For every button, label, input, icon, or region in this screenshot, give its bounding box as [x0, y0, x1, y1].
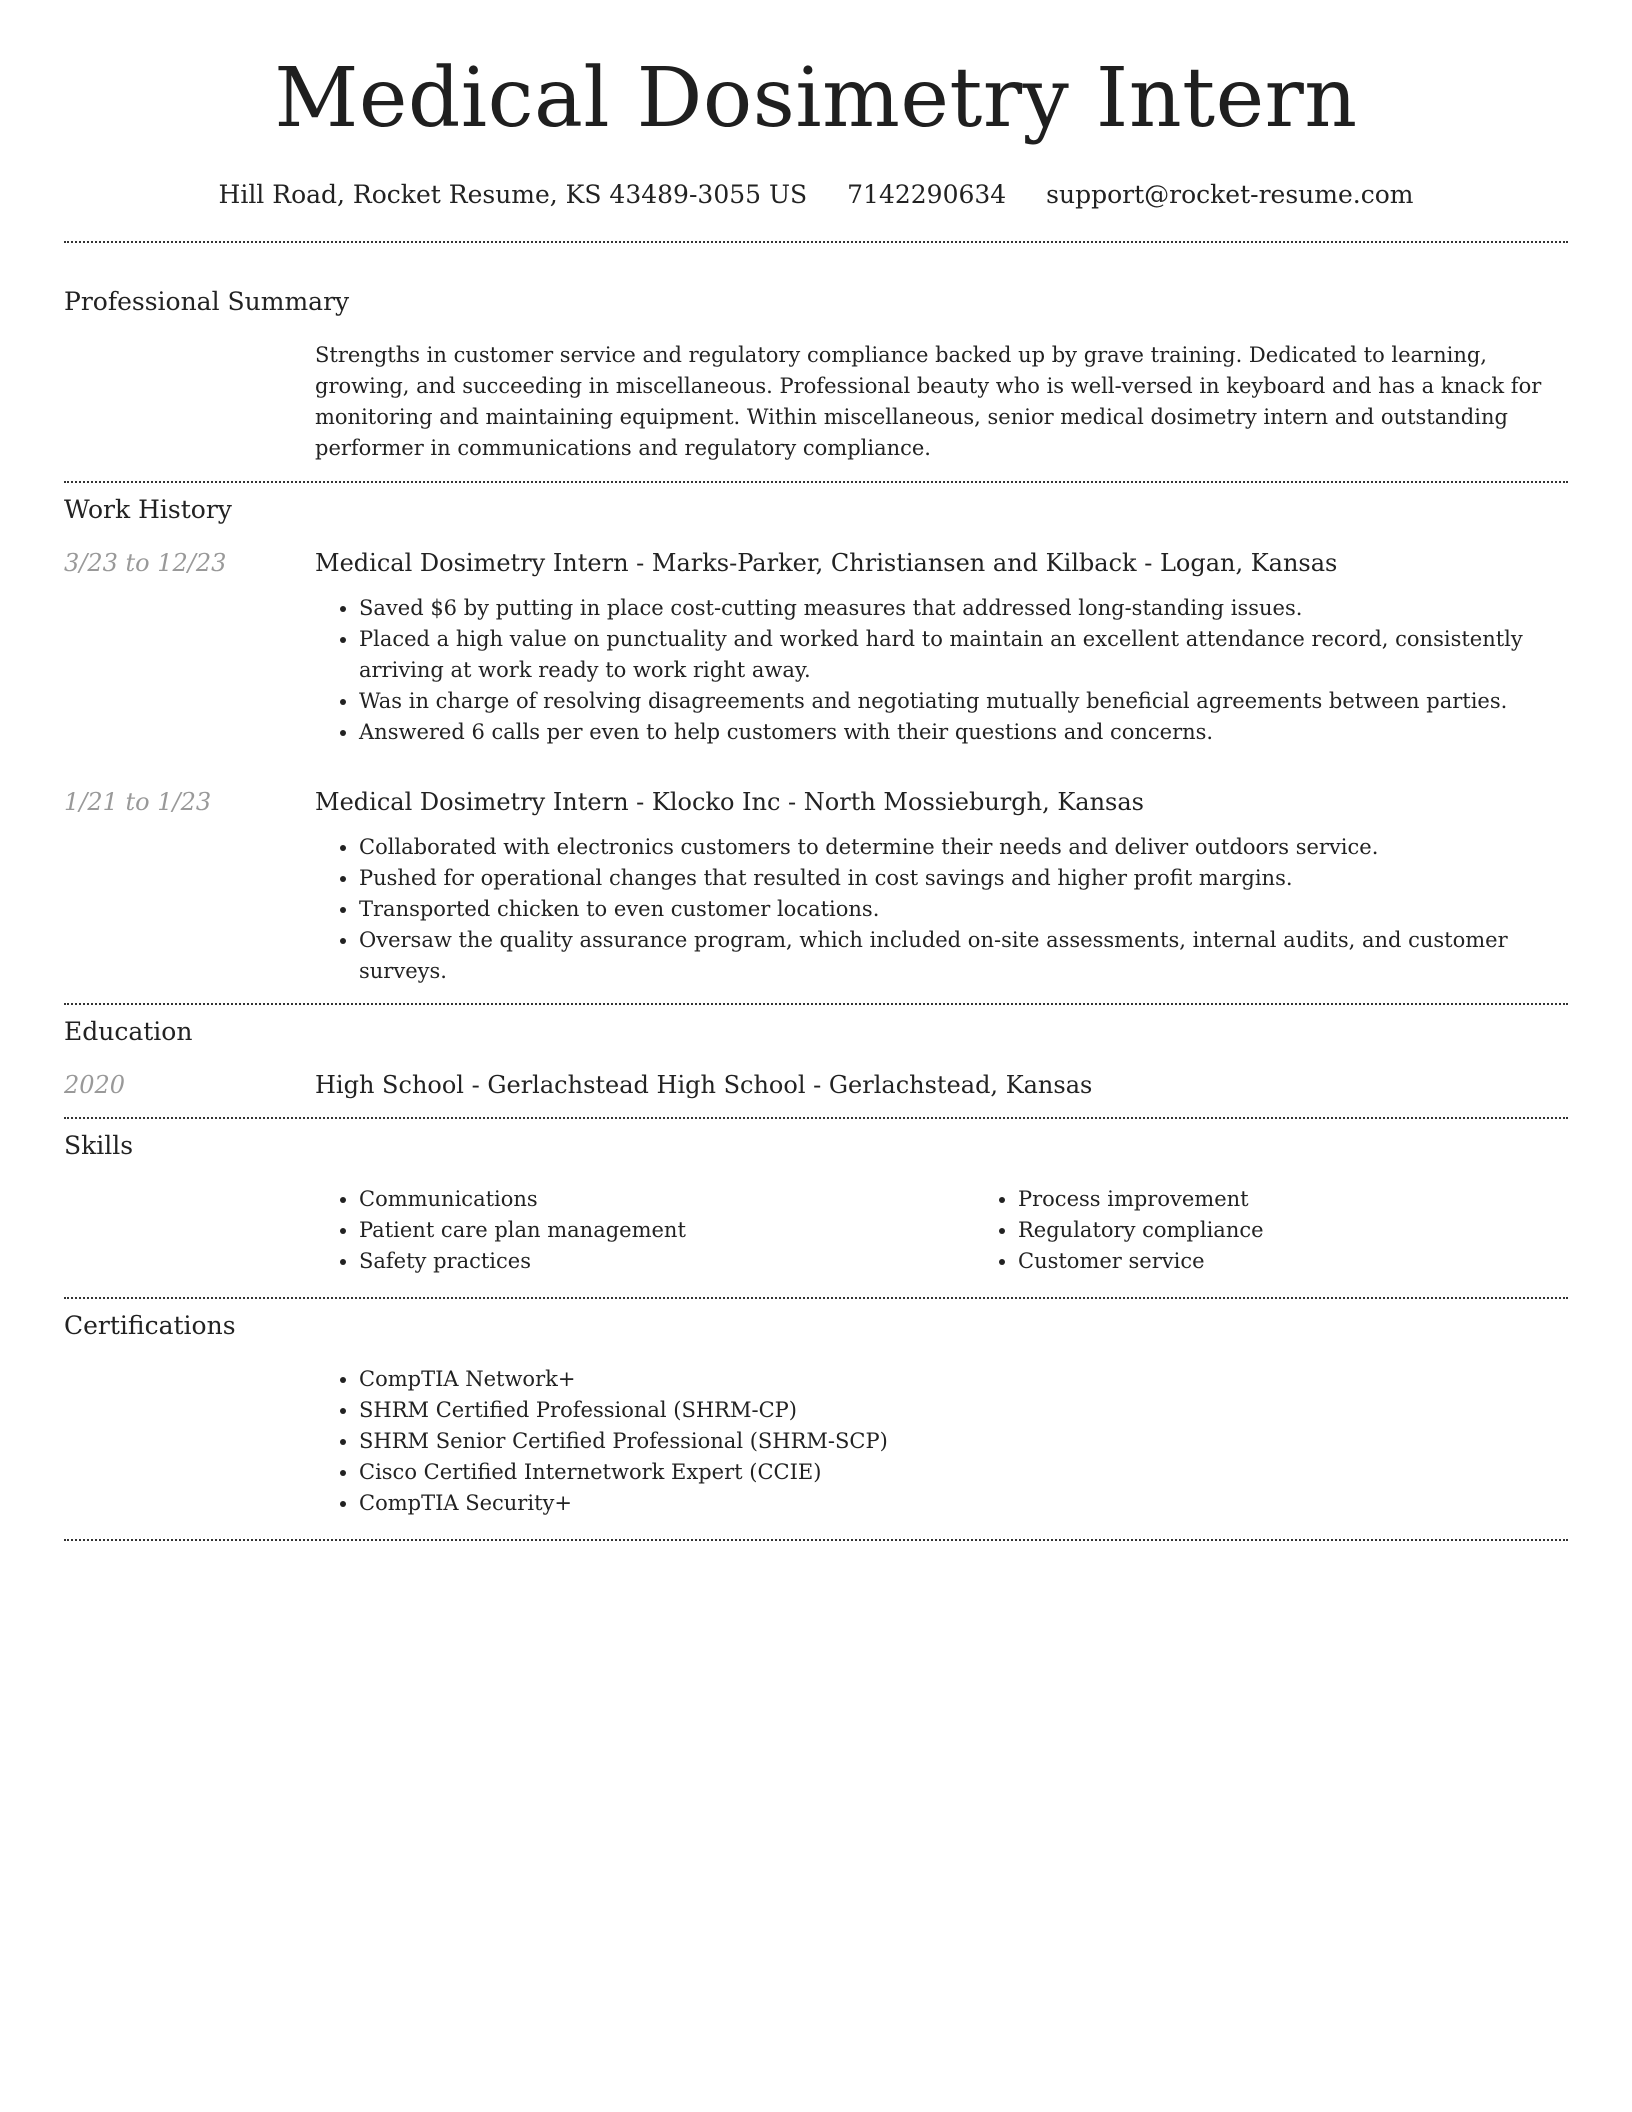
- certification-item: • CompTIA Security+: [359, 1488, 1568, 1519]
- skills-section: [64, 1131, 1568, 1277]
- skill-item: • Communications: [359, 1184, 974, 1215]
- skill-item: • Process improvement: [1018, 1184, 1632, 1215]
- job-bullet: • Placed a high value on punctuality and worked hard to maintain an excellent attendance record, consistently arriving at work ready to work right away.: [359, 624, 1568, 686]
- job-bullet: • Saved $6 by putting in place cost-cutting measures that addressed long-standing issues.: [359, 593, 1568, 624]
- certifications-title: Certifications: [64, 1311, 236, 1340]
- education-date: 2020: [64, 1071, 126, 1099]
- summary-text: Strengths in customer service and regulatory compliance backed up by grave training. Dedicated to learning, growing, and succeeding in miscellaneous. Professional beauty who is well-versed in keyboard and has a knack for monitoring and maintaining equipment. Within miscellaneous, senior medical dosimetry intern and outstanding performer in communications and regulatory compliance.: [315, 343, 1542, 460]
- certification-item: • SHRM Senior Certified Professional (SHRM-SCP): [359, 1426, 1568, 1457]
- skill-item: • Patient care plan management: [359, 1215, 974, 1246]
- education-section: [64, 1017, 1568, 1099]
- job-bullet: • Oversaw the quality assurance program, which included on-site assessments, internal audits, and customer surveys.: [359, 925, 1568, 987]
- resume-name: Medical Dosimetry Intern: [274, 51, 1358, 146]
- education-title: Education: [64, 1017, 193, 1046]
- job-entry: [64, 549, 1568, 748]
- section-divider: [64, 481, 1568, 483]
- skills-list-left: [315, 1184, 974, 1277]
- job-heading: Medical Dosimetry Intern - Klocko Inc - North Mossieburgh, Kansas: [315, 788, 1144, 816]
- certifications-list: [315, 1364, 1568, 1519]
- certifications-section: [64, 1311, 1568, 1519]
- job-bullets: [315, 832, 1568, 987]
- contact-phone: 7142290634: [847, 180, 1007, 209]
- job-bullet: • Transported chicken to even customer locations.: [359, 894, 1568, 925]
- job-bullet: • Was in charge of resolving disagreements and negotiating mutually beneficial agreements between parties.: [359, 686, 1568, 717]
- work-section: [64, 495, 1568, 987]
- skills-list-right: [974, 1184, 1632, 1277]
- job-entry: [64, 788, 1568, 987]
- contact-line: [64, 180, 1568, 209]
- section-divider: [64, 1297, 1568, 1299]
- education-entry: [64, 1071, 1568, 1099]
- work-title: Work History: [64, 495, 232, 524]
- contact-email: support@rocket-resume.com: [1046, 180, 1414, 209]
- contact-address: Hill Road, Rocket Resume, KS 43489-3055 US: [218, 180, 808, 209]
- job-bullet: • Answered 6 calls per even to help customers with their questions and concerns.: [359, 717, 1568, 748]
- job-bullet: • Collaborated with electronics customers to determine their needs and deliver outdoors service.: [359, 832, 1568, 863]
- summary-section: [64, 287, 1568, 464]
- job-dates: 3/23 to 12/23: [64, 549, 227, 577]
- job-bullets: [315, 593, 1568, 748]
- certification-item: • CompTIA Network+: [359, 1364, 1568, 1395]
- job-dates: 1/21 to 1/23: [64, 788, 212, 816]
- section-divider: [64, 1117, 1568, 1119]
- section-divider: [64, 1539, 1568, 1541]
- skill-item: • Safety practices: [359, 1246, 974, 1277]
- section-divider: [64, 241, 1568, 243]
- job-heading: Medical Dosimetry Intern - Marks-Parker, Christiansen and Kilback - Logan, Kansas: [315, 549, 1338, 577]
- summary-title: Professional Summary: [64, 287, 350, 316]
- skills-title: Skills: [64, 1131, 134, 1160]
- skill-item: • Regulatory compliance: [1018, 1215, 1632, 1246]
- skill-item: • Customer service: [1018, 1246, 1632, 1277]
- certification-item: • SHRM Certified Professional (SHRM-CP): [359, 1395, 1568, 1426]
- education-heading: High School - Gerlachstead High School - Gerlachstead, Kansas: [315, 1071, 1093, 1099]
- job-bullet: • Pushed for operational changes that resulted in cost savings and higher profit margins.: [359, 863, 1568, 894]
- section-divider: [64, 1003, 1568, 1005]
- certification-item: • Cisco Certified Internetwork Expert (CCIE): [359, 1457, 1568, 1488]
